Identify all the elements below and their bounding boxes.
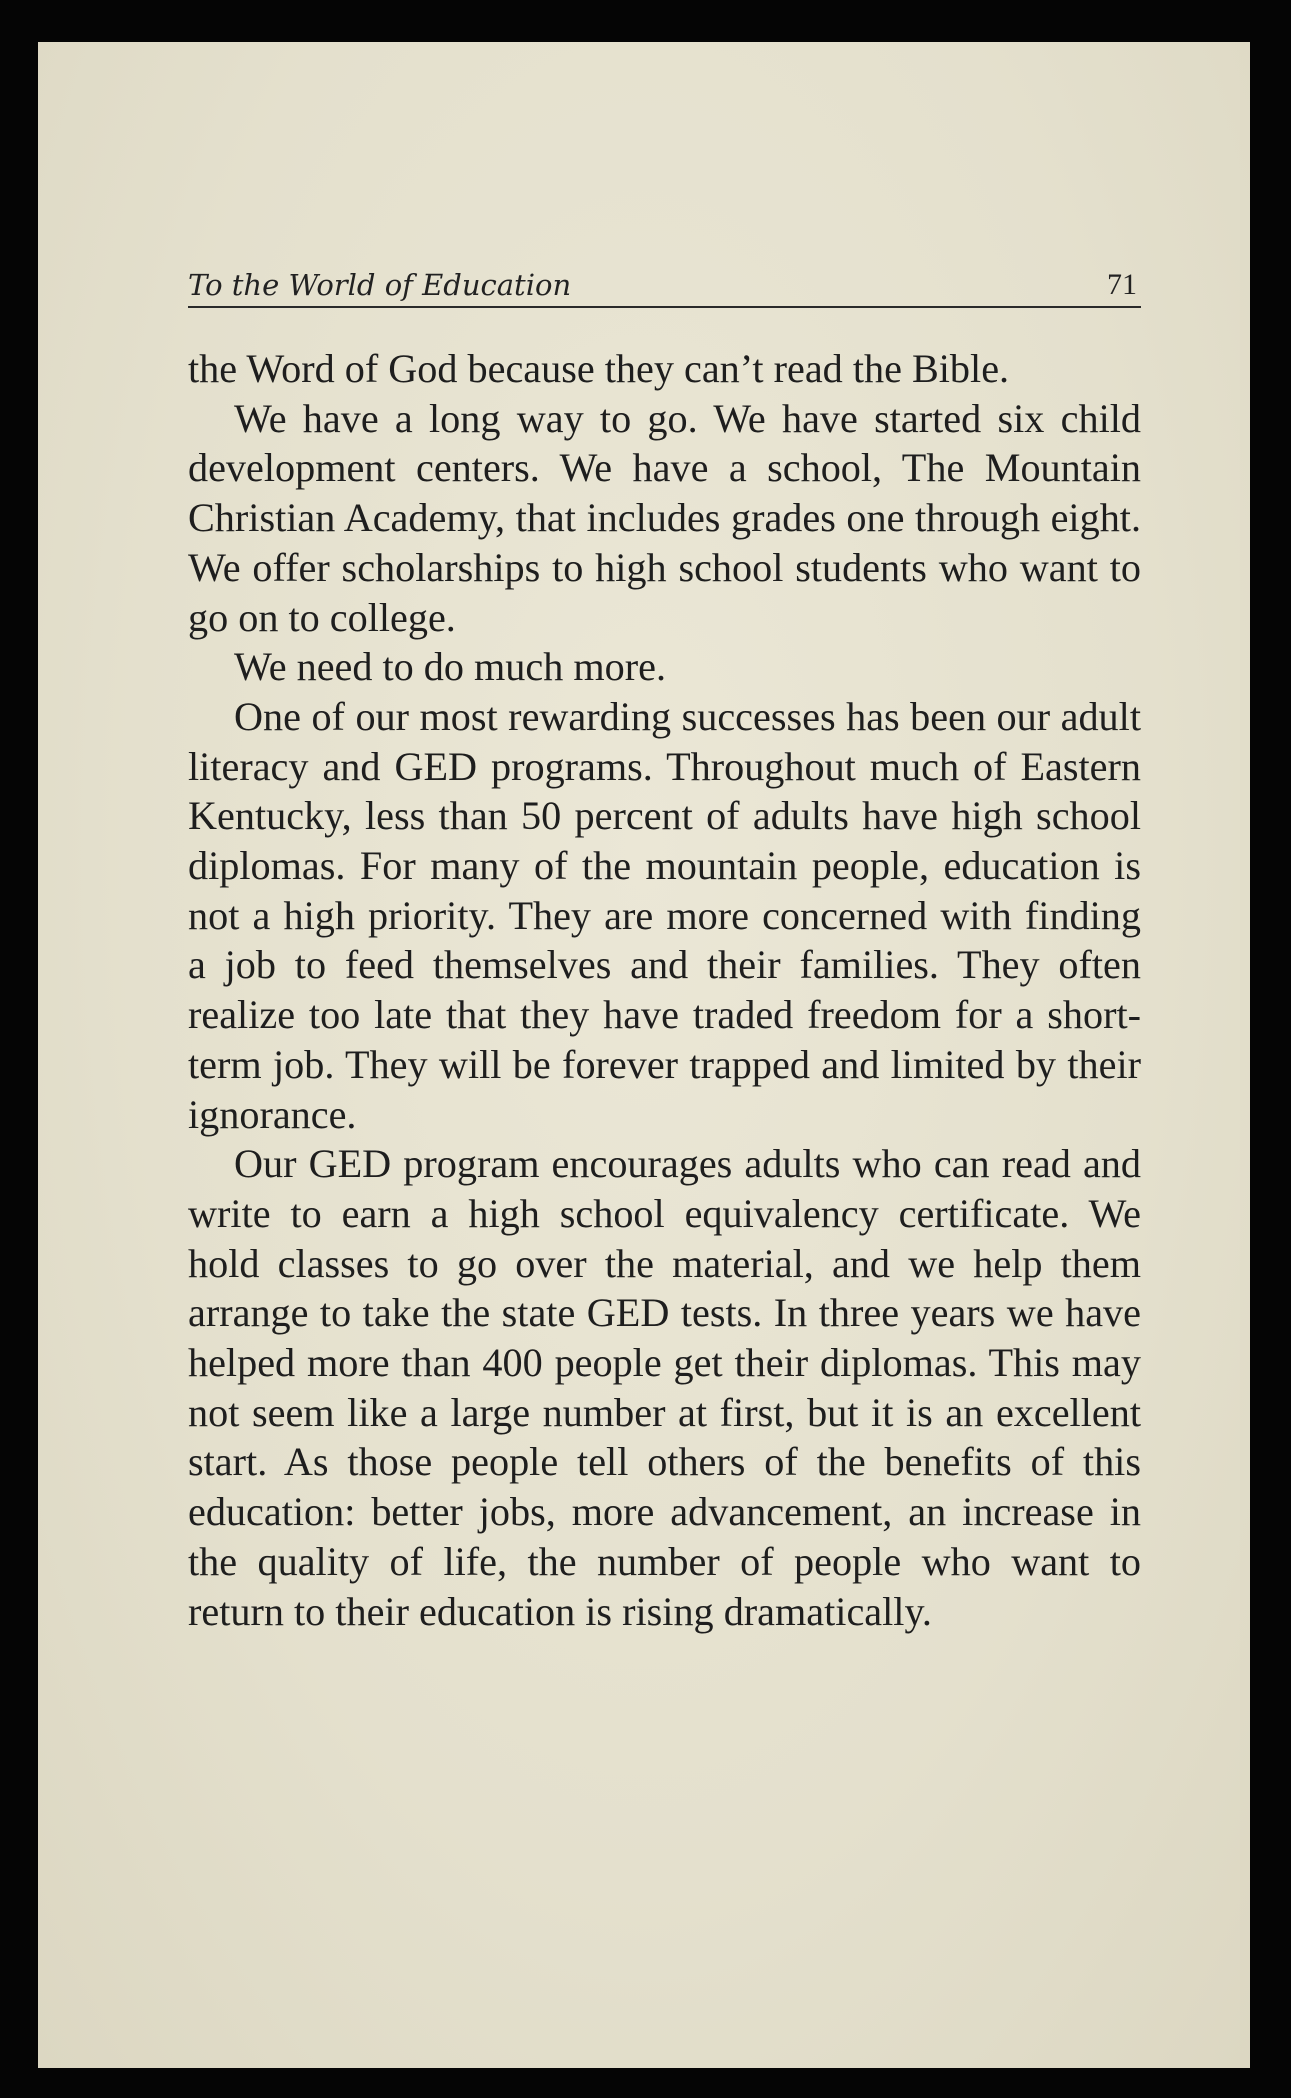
- paragraph-continued: the Word of God because they can’t read the Bible.: [188, 346, 1010, 391]
- paragraph: Our GED program encourages adults who can read and write to earn a high school equivalency certificate. We hold classes to go over the material, and we help them arrange to take the state GED tests. In three years we have helped more than 400 people get their diplomas. This may not seem like a large number at first, but it is an excellent start. As those people tell others of the benefits of this education: better jobs, more advancement, an increase in the quality of life, the number of people who want to return to their education is rising dramatically.: [188, 1141, 1141, 1634]
- paragraph: We need to do much more.: [234, 644, 666, 690]
- running-title: To the World of Education: [188, 268, 572, 302]
- book-page: [38, 42, 1250, 2068]
- paragraph: One of our most rewarding successes has been our adult literacy and GED programs. Throughout much of Eastern Kentucky, less than 50 percent of adults have high school diplomas. For many of the mountain people, education is not a high priority. They are more concerned with finding a job to feed themselves and their families. They often realize too late that they have traded freedom for a short-term job. They will be forever trapped and limited by their ignorance.: [188, 693, 1141, 1137]
- body-text: [188, 344, 1141, 1636]
- page-number: 71: [1107, 268, 1137, 301]
- page-header: [188, 260, 1141, 308]
- paragraph: We have a long way to go. We have started six child development centers. We have a school, The Mountain Christian Academy, that includes grades one through eight. We offer scholarships to high school students who want to go on to college.: [188, 395, 1141, 640]
